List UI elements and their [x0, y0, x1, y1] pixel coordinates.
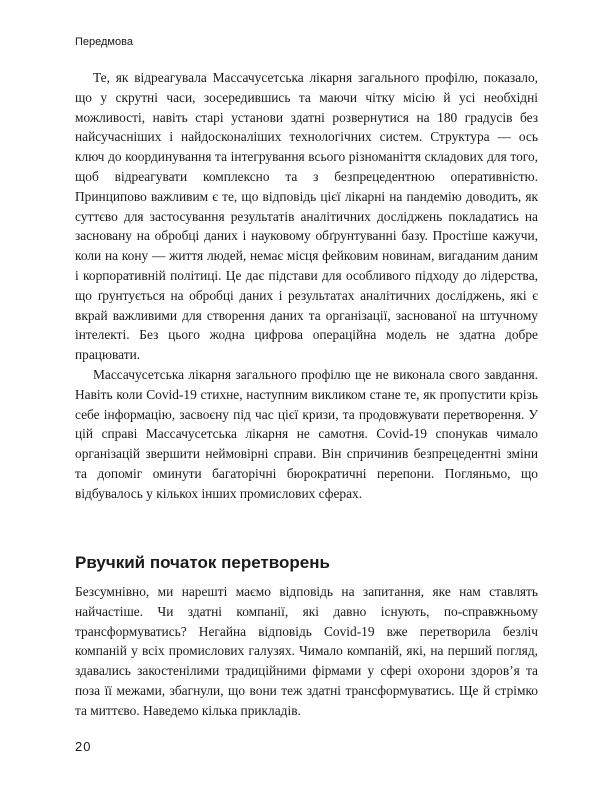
page-number: 20 — [75, 739, 92, 754]
section-heading: Рвучкий початок перетворень — [75, 553, 330, 572]
running-head: Передмова — [75, 36, 133, 48]
paragraph: Массачусетська лікарня загального профілю ще не виконала свого завдання. Навіть коли Covid-19 стихне, наступним викликом стане те, як пропустити крізь себе інформацію, засвоєну під час цієї кризи, та продовжувати перетворення. У цій справі Массачусетська лікарня не самотня. Covid-19 спонукав чимало організацій звершити неймовірні справи. Він спричинив безпрецедентні зміни та допоміг оминути багаторічні бюрократичні перепони. Погляньмо, що відбувалось у кількох інших промислових сферах. — [75, 366, 538, 501]
body-text — [75, 68, 538, 504]
paragraph: Те, як відреагувала Массачусетська лікарня загального профілю, показало, що у скрутні часи, зосередившись та маючи чітку місію й усі необхідні можливості, навіть старі установи здатні розвернутися на 180 градусів без найсучасніших і найдосконаліших технологічних систем. Структура — ось ключ до координування та інтегрування всього різноманіття складових для того, щоб відреагувати комплексно та з безпрецедентною оперативністю. Принципово важливим є те, що відповідь цієї лікарні на пандемію доводить, як суттєво для застосування результатів аналітичних досліджень покладатись на засновану на обробці даних і науковому обґрунтуванні базу. Простіше кажучи, коли на кону — життя людей, немає місця фейковим новинам, вигаданим даним і корпоративній політиці. Це дає підстави для особливого підходу до лідерства, що ґрунтується на обробці даних і результатах аналітичних досліджень, які є вкрай важливими для створення даних та організації, заснованої на штучному інтелекті. Без цього жодна цифрова операційна модель не здатна добре працювати. — [75, 70, 538, 363]
section-paragraph: Безсумнівно, ми нарешті маємо відповідь на запитання, яке нам ставлять найчастіше. Чи здатні компанії, які давно існують, по-справжньому трансформуватись? Негайна відповідь Covid-19 вже перетворила безліч компаній у всіх промислових галузях. Чимало компаній, які, на перший погляд, здавались закостенілими традиційними фірмами у сфері охорони здоров’я та поза її межами, збагнули, що вони теж здатні трансформуватись. Ще й стрімко та миттєво. Наведемо кілька прикладів. — [75, 584, 538, 718]
